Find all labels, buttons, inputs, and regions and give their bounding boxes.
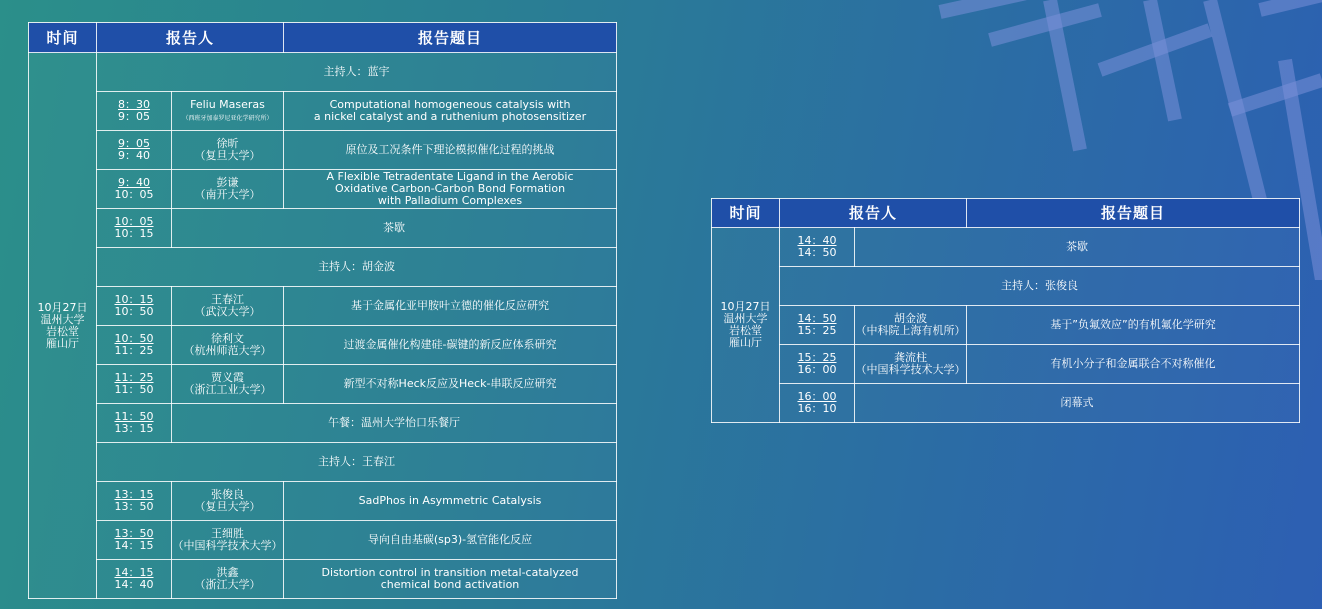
- venue-line: 岩松堂: [729, 324, 762, 337]
- start-time: 13：50: [114, 527, 154, 540]
- host-cell: [97, 53, 617, 92]
- break-cell: [855, 228, 1300, 267]
- speaker-name: 王细胜: [211, 527, 244, 540]
- talk-title-line: with Palladium Complexes: [377, 194, 523, 207]
- start-time: 15：25: [797, 351, 837, 364]
- speaker-cell: [172, 170, 284, 209]
- end-time: 9：05: [118, 110, 150, 123]
- speaker-cell: [172, 287, 284, 326]
- start-time: 10：05: [114, 215, 154, 228]
- header-time: 时间: [712, 199, 780, 228]
- host-cell: [97, 248, 617, 287]
- speaker-institution: （中国科学技术大学）: [855, 363, 966, 376]
- speaker-cell: [172, 365, 284, 404]
- end-time: 16：10: [797, 402, 837, 415]
- end-time: 11：25: [114, 344, 154, 357]
- schedule-table-morning: [28, 22, 617, 599]
- talk-title-cell: [284, 521, 617, 560]
- talk-title-line: chemical bond activation: [380, 578, 520, 591]
- talk-title-cell: [967, 345, 1300, 384]
- talk-title-line: a nickel catalyst and a ruthenium photosensitizer: [313, 110, 587, 123]
- host-cell: [780, 267, 1300, 306]
- schedule-row: [29, 53, 617, 92]
- speaker-name: 徐利文: [211, 332, 244, 345]
- start-time: 14：15: [114, 566, 154, 579]
- start-time: 8：30: [118, 98, 150, 111]
- header-speaker: 报告人: [97, 23, 284, 53]
- header-time: 时间: [29, 23, 97, 53]
- start-time: 10：50: [114, 332, 154, 345]
- venue-cell: [712, 228, 780, 423]
- end-time: 9：40: [118, 149, 150, 162]
- venue-cell: [29, 53, 97, 599]
- start-time: 13：15: [114, 488, 154, 501]
- start-time: 16：00: [797, 390, 837, 403]
- time-cell: [97, 482, 172, 521]
- schedule-row: [29, 326, 617, 365]
- schedule-row: [29, 443, 617, 482]
- speaker-cell: [172, 92, 284, 131]
- end-time: 10：05: [114, 188, 154, 201]
- speaker-name: 胡金波: [894, 312, 927, 325]
- speaker-name: 彭谦: [216, 176, 239, 189]
- start-time: 11：25: [114, 371, 154, 384]
- speaker-cell: [855, 345, 967, 384]
- break-label: 茶歇: [1066, 240, 1088, 253]
- speaker-institution: （南开大学）: [194, 188, 261, 201]
- talk-title-line: 过渡金属催化构建硅-碳键的新反应体系研究: [343, 338, 557, 351]
- time-cell: [97, 92, 172, 131]
- end-time: 14：40: [114, 578, 154, 591]
- schedule-row: [29, 248, 617, 287]
- host-label: 主持人：蓝宇: [323, 65, 390, 78]
- time-cell: [780, 306, 855, 345]
- end-time: 16：00: [797, 363, 837, 376]
- talk-title-cell: [284, 287, 617, 326]
- talk-title-line: 基于”负氟效应”的有机氟化学研究: [1050, 318, 1216, 331]
- speaker-cell: [172, 326, 284, 365]
- host-label: 主持人：张俊良: [1001, 279, 1078, 292]
- speaker-name: 王春江: [211, 293, 244, 306]
- header-topic: 报告题目: [284, 23, 617, 53]
- schedule-row: [712, 384, 1300, 423]
- talk-title-cell: [284, 131, 617, 170]
- schedule-row: [29, 365, 617, 404]
- speaker-name: Feliu Maseras: [190, 98, 265, 111]
- start-time: 11：50: [114, 410, 154, 423]
- talk-title-line: 原位及工况条件下理论模拟催化过程的挑战: [345, 143, 555, 156]
- talk-title-cell: [284, 92, 617, 131]
- schedule-table-afternoon: [711, 198, 1300, 423]
- end-time: 14：50: [797, 246, 837, 259]
- speaker-institution: （西班牙加泰罗尼亚化学研究所）: [182, 115, 273, 122]
- header-topic: 报告题目: [967, 199, 1300, 228]
- speaker-institution: （武汉大学）: [194, 305, 261, 318]
- break-label: 闭幕式: [1060, 396, 1094, 409]
- break-label: 午餐：温州大学怡口乐餐厅: [328, 416, 460, 429]
- venue-line: 温州大学: [40, 312, 85, 326]
- time-cell: [97, 521, 172, 560]
- time-cell: [97, 560, 172, 599]
- speaker-cell: [172, 482, 284, 521]
- speaker-cell: [172, 560, 284, 599]
- schedule-row: [29, 521, 617, 560]
- time-cell: [97, 287, 172, 326]
- speaker-name: 龚流柱: [894, 351, 927, 364]
- schedule-row: [712, 228, 1300, 267]
- end-time: 13：15: [114, 422, 154, 435]
- schedule-row: [712, 306, 1300, 345]
- start-time: 9：40: [118, 176, 150, 189]
- end-time: 14：15: [114, 539, 154, 552]
- speaker-cell: [172, 521, 284, 560]
- talk-title-line: 有机小分子和金属联合不对称催化: [1050, 357, 1216, 370]
- end-time: 10：50: [114, 305, 154, 318]
- start-time: 10：15: [114, 293, 154, 306]
- host-label: 主持人：王春江: [318, 455, 395, 468]
- schedule-row: [29, 404, 617, 443]
- speaker-name: 洪鑫: [216, 566, 239, 579]
- talk-title-line: A Flexible Tetradentate Ligand in the Aerobic: [326, 170, 574, 183]
- speaker-institution: （中科院上海有机所）: [855, 324, 966, 337]
- talk-title-line: Computational homogeneous catalysis with: [329, 98, 571, 111]
- time-cell: [97, 326, 172, 365]
- schedule-row: [29, 131, 617, 170]
- schedule-row: [29, 92, 617, 131]
- break-cell: [855, 384, 1300, 423]
- time-cell: [780, 384, 855, 423]
- end-time: 11：50: [114, 383, 154, 396]
- talk-title-cell: [284, 482, 617, 521]
- schedule-row: [29, 560, 617, 599]
- speaker-cell: [172, 131, 284, 170]
- venue-line: 10月27日: [720, 300, 771, 313]
- talk-title-line: 新型不对称Heck反应及Heck-串联反应研究: [343, 377, 557, 390]
- start-time: 14：50: [797, 312, 837, 325]
- break-cell: [172, 404, 617, 443]
- speaker-name: 张俊良: [211, 488, 244, 501]
- time-cell: [97, 365, 172, 404]
- time-cell: [97, 209, 172, 248]
- break-label: 茶歇: [383, 221, 405, 234]
- host-cell: [97, 443, 617, 482]
- talk-title-cell: [284, 326, 617, 365]
- speaker-institution: （复旦大学）: [194, 149, 261, 162]
- talk-title-cell: [284, 365, 617, 404]
- venue-line: 10月27日: [37, 300, 88, 314]
- speaker-name: 贾义霞: [211, 371, 244, 384]
- header-speaker: 报告人: [780, 199, 967, 228]
- end-time: 10：15: [114, 227, 154, 240]
- talk-title-cell: [967, 306, 1300, 345]
- speaker-institution: （浙江大学）: [194, 578, 261, 591]
- time-cell: [97, 404, 172, 443]
- time-cell: [97, 131, 172, 170]
- time-cell: [97, 170, 172, 209]
- talk-title-line: SadPhos in Asymmetric Catalysis: [358, 494, 542, 507]
- time-cell: [780, 345, 855, 384]
- talk-title-cell: [284, 170, 617, 209]
- speaker-institution: （浙江工业大学）: [183, 383, 272, 396]
- end-time: 15：25: [797, 324, 837, 337]
- speaker-cell: [855, 306, 967, 345]
- schedule-row: [712, 267, 1300, 306]
- end-time: 13：50: [114, 500, 154, 513]
- start-time: 14：40: [797, 234, 837, 247]
- speaker-institution: （杭州师范大学）: [183, 344, 272, 357]
- talk-title-line: 基于金属化亚甲胺叶立德的催化反应研究: [351, 299, 550, 312]
- schedule-row: [29, 287, 617, 326]
- start-time: 9：05: [118, 137, 150, 150]
- talk-title-cell: [284, 560, 617, 599]
- schedule-row: [712, 345, 1300, 384]
- break-cell: [172, 209, 617, 248]
- venue-line: 岩松堂: [46, 324, 79, 338]
- talk-title-line: Oxidative Carbon-Carbon Bond Formation: [334, 182, 566, 195]
- schedule-row: [29, 209, 617, 248]
- speaker-institution: （中国科学技术大学）: [172, 539, 283, 552]
- schedule-row: [29, 482, 617, 521]
- speaker-institution: （复旦大学）: [194, 500, 261, 513]
- talk-title-line: 导向自由基碳(sp3)-氢官能化反应: [367, 533, 533, 546]
- venue-line: 雁山厅: [46, 336, 79, 350]
- host-label: 主持人：胡金波: [318, 260, 395, 273]
- schedule-row: [29, 170, 617, 209]
- venue-line: 雁山厅: [729, 336, 762, 349]
- talk-title-line: Distortion control in transition metal-catalyzed: [321, 566, 579, 579]
- venue-line: 温州大学: [723, 312, 768, 325]
- speaker-name: 徐昕: [216, 137, 239, 150]
- time-cell: [780, 228, 855, 267]
